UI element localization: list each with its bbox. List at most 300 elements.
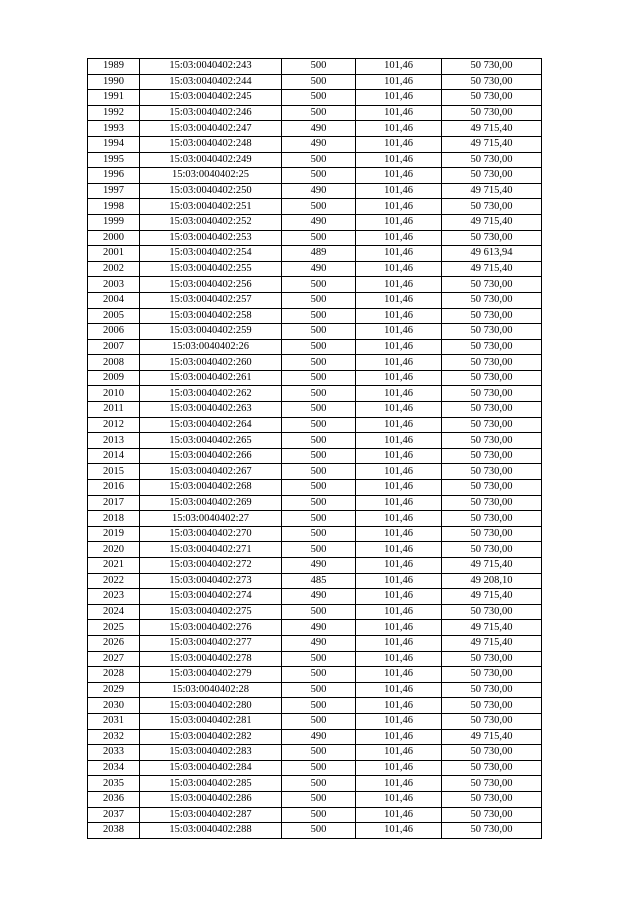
area-cell: 500 xyxy=(282,698,356,714)
area-cell: 500 xyxy=(282,542,356,558)
area-cell: 500 xyxy=(282,448,356,464)
price-cell: 101,46 xyxy=(356,402,442,418)
table-body xyxy=(88,59,542,839)
area-cell: 500 xyxy=(282,324,356,340)
table-row xyxy=(88,682,542,698)
table-row xyxy=(88,370,542,386)
cadastral-number-cell: 15:03:0040402:282 xyxy=(140,729,282,745)
row-number-cell: 2014 xyxy=(88,448,140,464)
amount-cell: 49 715,40 xyxy=(442,589,542,605)
cadastral-number-cell: 15:03:0040402:255 xyxy=(140,261,282,277)
table-row xyxy=(88,558,542,574)
area-cell: 490 xyxy=(282,635,356,651)
cadastral-number-cell: 15:03:0040402:260 xyxy=(140,355,282,371)
amount-cell: 50 730,00 xyxy=(442,511,542,527)
cadastral-number-cell: 15:03:0040402:273 xyxy=(140,573,282,589)
row-number-cell: 2002 xyxy=(88,261,140,277)
amount-cell: 50 730,00 xyxy=(442,682,542,698)
cadastral-number-cell: 15:03:0040402:257 xyxy=(140,292,282,308)
row-number-cell: 2033 xyxy=(88,745,140,761)
price-cell: 101,46 xyxy=(356,682,442,698)
cadastral-number-cell: 15:03:0040402:276 xyxy=(140,620,282,636)
price-cell: 101,46 xyxy=(356,214,442,230)
price-cell: 101,46 xyxy=(356,121,442,137)
price-cell: 101,46 xyxy=(356,136,442,152)
row-number-cell: 1999 xyxy=(88,214,140,230)
row-number-cell: 2010 xyxy=(88,386,140,402)
amount-cell: 50 730,00 xyxy=(442,604,542,620)
row-number-cell: 2013 xyxy=(88,433,140,449)
row-number-cell: 1994 xyxy=(88,136,140,152)
row-number-cell: 2009 xyxy=(88,370,140,386)
area-cell: 490 xyxy=(282,620,356,636)
area-cell: 500 xyxy=(282,386,356,402)
table-row xyxy=(88,59,542,75)
cadastral-number-cell: 15:03:0040402:278 xyxy=(140,651,282,667)
table-row xyxy=(88,480,542,496)
amount-cell: 49 715,40 xyxy=(442,620,542,636)
amount-cell: 49 715,40 xyxy=(442,729,542,745)
row-number-cell: 2036 xyxy=(88,791,140,807)
row-number-cell: 2016 xyxy=(88,480,140,496)
row-number-cell: 2028 xyxy=(88,667,140,683)
price-cell: 101,46 xyxy=(356,729,442,745)
cadastral-number-cell: 15:03:0040402:277 xyxy=(140,635,282,651)
price-cell: 101,46 xyxy=(356,355,442,371)
area-cell: 500 xyxy=(282,370,356,386)
row-number-cell: 2006 xyxy=(88,324,140,340)
amount-cell: 50 730,00 xyxy=(442,745,542,761)
area-cell: 500 xyxy=(282,776,356,792)
area-cell: 500 xyxy=(282,526,356,542)
amount-cell: 49 715,40 xyxy=(442,214,542,230)
price-cell: 101,46 xyxy=(356,745,442,761)
price-cell: 101,46 xyxy=(356,620,442,636)
area-cell: 500 xyxy=(282,433,356,449)
price-cell: 101,46 xyxy=(356,526,442,542)
table-row xyxy=(88,823,542,839)
price-cell: 101,46 xyxy=(356,417,442,433)
price-cell: 101,46 xyxy=(356,651,442,667)
amount-cell: 50 730,00 xyxy=(442,651,542,667)
row-number-cell: 2027 xyxy=(88,651,140,667)
row-number-cell: 2007 xyxy=(88,339,140,355)
price-cell: 101,46 xyxy=(356,776,442,792)
table-row xyxy=(88,386,542,402)
price-cell: 101,46 xyxy=(356,495,442,511)
table-row xyxy=(88,604,542,620)
cadastral-number-cell: 15:03:0040402:253 xyxy=(140,230,282,246)
table-row xyxy=(88,417,542,433)
table-row xyxy=(88,620,542,636)
price-cell: 101,46 xyxy=(356,292,442,308)
area-cell: 500 xyxy=(282,823,356,839)
table-row xyxy=(88,74,542,90)
area-cell: 500 xyxy=(282,199,356,215)
table-row xyxy=(88,760,542,776)
price-cell: 101,46 xyxy=(356,324,442,340)
area-cell: 500 xyxy=(282,168,356,184)
row-number-cell: 2017 xyxy=(88,495,140,511)
row-number-cell: 1995 xyxy=(88,152,140,168)
amount-cell: 50 730,00 xyxy=(442,698,542,714)
amount-cell: 50 730,00 xyxy=(442,823,542,839)
area-cell: 500 xyxy=(282,464,356,480)
price-cell: 101,46 xyxy=(356,464,442,480)
table-row xyxy=(88,698,542,714)
amount-cell: 49 715,40 xyxy=(442,136,542,152)
amount-cell: 50 730,00 xyxy=(442,292,542,308)
cadastral-number-cell: 15:03:0040402:243 xyxy=(140,59,282,75)
table-row xyxy=(88,448,542,464)
amount-cell: 50 730,00 xyxy=(442,713,542,729)
area-cell: 490 xyxy=(282,589,356,605)
price-cell: 101,46 xyxy=(356,667,442,683)
amount-cell: 50 730,00 xyxy=(442,417,542,433)
row-number-cell: 1993 xyxy=(88,121,140,137)
price-cell: 101,46 xyxy=(356,480,442,496)
table-row xyxy=(88,121,542,137)
area-cell: 500 xyxy=(282,339,356,355)
table-row xyxy=(88,433,542,449)
cadastral-number-cell: 15:03:0040402:251 xyxy=(140,199,282,215)
row-number-cell: 1991 xyxy=(88,90,140,106)
row-number-cell: 1997 xyxy=(88,183,140,199)
price-cell: 101,46 xyxy=(356,168,442,184)
price-cell: 101,46 xyxy=(356,791,442,807)
table-row xyxy=(88,261,542,277)
amount-cell: 50 730,00 xyxy=(442,308,542,324)
area-cell: 485 xyxy=(282,573,356,589)
area-cell: 500 xyxy=(282,480,356,496)
cadastral-number-cell: 15:03:0040402:270 xyxy=(140,526,282,542)
cadastral-number-cell: 15:03:0040402:245 xyxy=(140,90,282,106)
table-row xyxy=(88,651,542,667)
cadastral-number-cell: 15:03:0040402:263 xyxy=(140,402,282,418)
amount-cell: 49 715,40 xyxy=(442,183,542,199)
area-cell: 500 xyxy=(282,417,356,433)
row-number-cell: 2022 xyxy=(88,573,140,589)
row-number-cell: 2021 xyxy=(88,558,140,574)
table-row xyxy=(88,168,542,184)
price-cell: 101,46 xyxy=(356,433,442,449)
row-number-cell: 2032 xyxy=(88,729,140,745)
row-number-cell: 2029 xyxy=(88,682,140,698)
table-row xyxy=(88,667,542,683)
table-row xyxy=(88,807,542,823)
amount-cell: 50 730,00 xyxy=(442,402,542,418)
table-row xyxy=(88,136,542,152)
amount-cell: 50 730,00 xyxy=(442,386,542,402)
table-row xyxy=(88,542,542,558)
cadastral-number-cell: 15:03:0040402:247 xyxy=(140,121,282,137)
amount-cell: 50 730,00 xyxy=(442,199,542,215)
cadastral-number-cell: 15:03:0040402:266 xyxy=(140,448,282,464)
amount-cell: 50 730,00 xyxy=(442,776,542,792)
amount-cell: 49 715,40 xyxy=(442,261,542,277)
area-cell: 500 xyxy=(282,807,356,823)
amount-cell: 50 730,00 xyxy=(442,370,542,386)
price-cell: 101,46 xyxy=(356,386,442,402)
amount-cell: 49 715,40 xyxy=(442,635,542,651)
table-row xyxy=(88,199,542,215)
cadastral-number-cell: 15:03:0040402:280 xyxy=(140,698,282,714)
cadastral-number-cell: 15:03:0040402:279 xyxy=(140,667,282,683)
amount-cell: 49 208,10 xyxy=(442,573,542,589)
cadastral-number-cell: 15:03:0040402:258 xyxy=(140,308,282,324)
price-cell: 101,46 xyxy=(356,230,442,246)
row-number-cell: 2035 xyxy=(88,776,140,792)
cadastral-number-cell: 15:03:0040402:252 xyxy=(140,214,282,230)
cadastral-number-cell: 15:03:0040402:249 xyxy=(140,152,282,168)
row-number-cell: 2034 xyxy=(88,760,140,776)
cadastral-number-cell: 15:03:0040402:256 xyxy=(140,277,282,293)
table-row xyxy=(88,464,542,480)
cadastral-number-cell: 15:03:0040402:26 xyxy=(140,339,282,355)
price-cell: 101,46 xyxy=(356,807,442,823)
area-cell: 490 xyxy=(282,558,356,574)
amount-cell: 50 730,00 xyxy=(442,495,542,511)
amount-cell: 50 730,00 xyxy=(442,230,542,246)
table-row xyxy=(88,791,542,807)
row-number-cell: 1996 xyxy=(88,168,140,184)
cadastral-number-cell: 15:03:0040402:288 xyxy=(140,823,282,839)
area-cell: 490 xyxy=(282,136,356,152)
cadastral-number-cell: 15:03:0040402:259 xyxy=(140,324,282,340)
row-number-cell: 2025 xyxy=(88,620,140,636)
area-cell: 500 xyxy=(282,760,356,776)
price-cell: 101,46 xyxy=(356,261,442,277)
cadastral-number-cell: 15:03:0040402:281 xyxy=(140,713,282,729)
price-cell: 101,46 xyxy=(356,308,442,324)
table-row xyxy=(88,776,542,792)
price-cell: 101,46 xyxy=(356,183,442,199)
area-cell: 500 xyxy=(282,277,356,293)
row-number-cell: 2008 xyxy=(88,355,140,371)
price-cell: 101,46 xyxy=(356,511,442,527)
row-number-cell: 2005 xyxy=(88,308,140,324)
table-row xyxy=(88,635,542,651)
data-table xyxy=(87,58,542,839)
amount-cell: 50 730,00 xyxy=(442,480,542,496)
area-cell: 490 xyxy=(282,214,356,230)
amount-cell: 50 730,00 xyxy=(442,152,542,168)
amount-cell: 50 730,00 xyxy=(442,59,542,75)
area-cell: 500 xyxy=(282,402,356,418)
table-row xyxy=(88,292,542,308)
cadastral-number-cell: 15:03:0040402:25 xyxy=(140,168,282,184)
price-cell: 101,46 xyxy=(356,339,442,355)
amount-cell: 50 730,00 xyxy=(442,667,542,683)
price-cell: 101,46 xyxy=(356,713,442,729)
table-row xyxy=(88,402,542,418)
amount-cell: 50 730,00 xyxy=(442,168,542,184)
price-cell: 101,46 xyxy=(356,542,442,558)
area-cell: 500 xyxy=(282,105,356,121)
amount-cell: 50 730,00 xyxy=(442,277,542,293)
area-cell: 490 xyxy=(282,261,356,277)
price-cell: 101,46 xyxy=(356,59,442,75)
area-cell: 500 xyxy=(282,59,356,75)
row-number-cell: 1990 xyxy=(88,74,140,90)
table-row xyxy=(88,277,542,293)
cadastral-number-cell: 15:03:0040402:250 xyxy=(140,183,282,199)
row-number-cell: 2004 xyxy=(88,292,140,308)
cadastral-number-cell: 15:03:0040402:27 xyxy=(140,511,282,527)
cadastral-number-cell: 15:03:0040402:269 xyxy=(140,495,282,511)
row-number-cell: 2037 xyxy=(88,807,140,823)
area-cell: 500 xyxy=(282,682,356,698)
row-number-cell: 2026 xyxy=(88,635,140,651)
price-cell: 101,46 xyxy=(356,760,442,776)
table-row xyxy=(88,90,542,106)
cadastral-number-cell: 15:03:0040402:284 xyxy=(140,760,282,776)
table-row xyxy=(88,573,542,589)
row-number-cell: 2001 xyxy=(88,246,140,262)
table-row xyxy=(88,495,542,511)
amount-cell: 50 730,00 xyxy=(442,90,542,106)
cadastral-number-cell: 15:03:0040402:285 xyxy=(140,776,282,792)
amount-cell: 50 730,00 xyxy=(442,807,542,823)
table-row xyxy=(88,713,542,729)
row-number-cell: 2031 xyxy=(88,713,140,729)
row-number-cell: 2019 xyxy=(88,526,140,542)
row-number-cell: 2003 xyxy=(88,277,140,293)
area-cell: 500 xyxy=(282,667,356,683)
cadastral-number-cell: 15:03:0040402:246 xyxy=(140,105,282,121)
cadastral-number-cell: 15:03:0040402:254 xyxy=(140,246,282,262)
price-cell: 101,46 xyxy=(356,277,442,293)
area-cell: 490 xyxy=(282,183,356,199)
table-row xyxy=(88,729,542,745)
table-row xyxy=(88,324,542,340)
cadastral-number-cell: 15:03:0040402:28 xyxy=(140,682,282,698)
price-cell: 101,46 xyxy=(356,105,442,121)
table-row xyxy=(88,355,542,371)
cadastral-number-cell: 15:03:0040402:267 xyxy=(140,464,282,480)
amount-cell: 50 730,00 xyxy=(442,448,542,464)
area-cell: 500 xyxy=(282,713,356,729)
area-cell: 500 xyxy=(282,511,356,527)
amount-cell: 50 730,00 xyxy=(442,433,542,449)
cadastral-number-cell: 15:03:0040402:283 xyxy=(140,745,282,761)
row-number-cell: 2023 xyxy=(88,589,140,605)
cadastral-number-cell: 15:03:0040402:248 xyxy=(140,136,282,152)
cadastral-number-cell: 15:03:0040402:268 xyxy=(140,480,282,496)
area-cell: 500 xyxy=(282,745,356,761)
table-row xyxy=(88,214,542,230)
price-cell: 101,46 xyxy=(356,246,442,262)
cadastral-number-cell: 15:03:0040402:265 xyxy=(140,433,282,449)
amount-cell: 50 730,00 xyxy=(442,339,542,355)
area-cell: 500 xyxy=(282,152,356,168)
area-cell: 500 xyxy=(282,308,356,324)
row-number-cell: 2018 xyxy=(88,511,140,527)
price-cell: 101,46 xyxy=(356,152,442,168)
row-number-cell: 2020 xyxy=(88,542,140,558)
price-cell: 101,46 xyxy=(356,589,442,605)
cadastral-number-cell: 15:03:0040402:271 xyxy=(140,542,282,558)
row-number-cell: 2000 xyxy=(88,230,140,246)
cadastral-number-cell: 15:03:0040402:262 xyxy=(140,386,282,402)
price-cell: 101,46 xyxy=(356,90,442,106)
cadastral-number-cell: 15:03:0040402:272 xyxy=(140,558,282,574)
amount-cell: 49 715,40 xyxy=(442,121,542,137)
area-cell: 500 xyxy=(282,230,356,246)
price-cell: 101,46 xyxy=(356,573,442,589)
area-cell: 500 xyxy=(282,651,356,667)
amount-cell: 50 730,00 xyxy=(442,791,542,807)
row-number-cell: 2024 xyxy=(88,604,140,620)
amount-cell: 50 730,00 xyxy=(442,324,542,340)
amount-cell: 50 730,00 xyxy=(442,526,542,542)
area-cell: 489 xyxy=(282,246,356,262)
amount-cell: 50 730,00 xyxy=(442,74,542,90)
price-cell: 101,46 xyxy=(356,448,442,464)
row-number-cell: 2038 xyxy=(88,823,140,839)
row-number-cell: 1992 xyxy=(88,105,140,121)
area-cell: 500 xyxy=(282,355,356,371)
row-number-cell: 1989 xyxy=(88,59,140,75)
price-cell: 101,46 xyxy=(356,199,442,215)
area-cell: 490 xyxy=(282,121,356,137)
table-row xyxy=(88,183,542,199)
table-row xyxy=(88,589,542,605)
amount-cell: 49 715,40 xyxy=(442,558,542,574)
price-cell: 101,46 xyxy=(356,635,442,651)
table-row xyxy=(88,152,542,168)
price-cell: 101,46 xyxy=(356,604,442,620)
cadastral-number-cell: 15:03:0040402:261 xyxy=(140,370,282,386)
row-number-cell: 2015 xyxy=(88,464,140,480)
table-row xyxy=(88,745,542,761)
amount-cell: 50 730,00 xyxy=(442,464,542,480)
row-number-cell: 2011 xyxy=(88,402,140,418)
price-cell: 101,46 xyxy=(356,370,442,386)
row-number-cell: 2030 xyxy=(88,698,140,714)
price-cell: 101,46 xyxy=(356,698,442,714)
cadastral-number-cell: 15:03:0040402:287 xyxy=(140,807,282,823)
area-cell: 490 xyxy=(282,729,356,745)
table-row xyxy=(88,105,542,121)
table-row xyxy=(88,511,542,527)
table-row xyxy=(88,246,542,262)
area-cell: 500 xyxy=(282,292,356,308)
cadastral-number-cell: 15:03:0040402:274 xyxy=(140,589,282,605)
area-cell: 500 xyxy=(282,495,356,511)
table-row xyxy=(88,339,542,355)
price-cell: 101,46 xyxy=(356,823,442,839)
price-cell: 101,46 xyxy=(356,558,442,574)
cadastral-number-cell: 15:03:0040402:275 xyxy=(140,604,282,620)
row-number-cell: 1998 xyxy=(88,199,140,215)
cadastral-number-cell: 15:03:0040402:244 xyxy=(140,74,282,90)
amount-cell: 49 613,94 xyxy=(442,246,542,262)
amount-cell: 50 730,00 xyxy=(442,542,542,558)
area-cell: 500 xyxy=(282,74,356,90)
cadastral-number-cell: 15:03:0040402:264 xyxy=(140,417,282,433)
area-cell: 500 xyxy=(282,791,356,807)
price-cell: 101,46 xyxy=(356,74,442,90)
amount-cell: 50 730,00 xyxy=(442,355,542,371)
area-cell: 500 xyxy=(282,604,356,620)
cadastral-number-cell: 15:03:0040402:286 xyxy=(140,791,282,807)
amount-cell: 50 730,00 xyxy=(442,760,542,776)
table-row xyxy=(88,230,542,246)
table-row xyxy=(88,308,542,324)
amount-cell: 50 730,00 xyxy=(442,105,542,121)
row-number-cell: 2012 xyxy=(88,417,140,433)
